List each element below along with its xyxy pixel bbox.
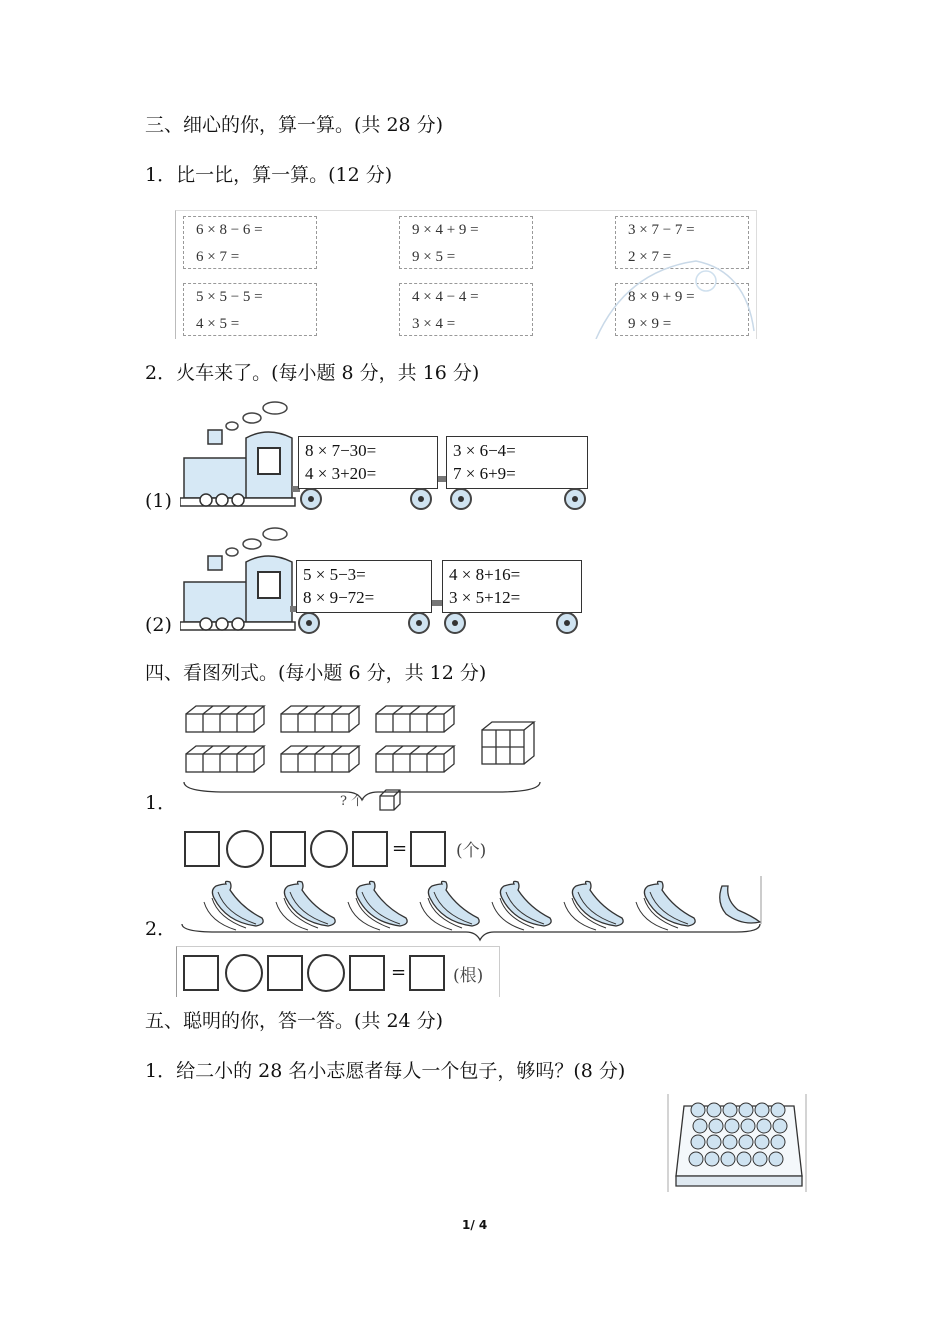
section3-q2-title: 2．火车来了。(每小题 8 分，共 16 分) (145, 362, 480, 384)
section3-q1-title: 1．比一比，算一算。(12 分) (145, 164, 393, 186)
wheel-icon (410, 488, 432, 510)
expr-a: 5 × 5 − 5 = (196, 289, 263, 305)
section5-title: 五、聪明的你，答一答。(共 24 分) (145, 1010, 444, 1032)
train2-label: (2) (145, 614, 172, 636)
unit-label: (根) (453, 966, 484, 986)
train1 (180, 400, 590, 515)
answer-box[interactable] (270, 831, 306, 867)
wheel-icon (408, 612, 430, 634)
expr-b: 3 × 4 = (412, 316, 456, 332)
car-expr: 3 × 5+12= (449, 588, 521, 607)
watermark-decoration (586, 251, 756, 339)
car-expr: 4 × 8+16= (449, 565, 521, 584)
car-expr: 3 × 6−4= (453, 441, 516, 460)
train-car (446, 436, 588, 489)
train-car (442, 560, 582, 613)
car-expr: 8 × 7−30= (305, 441, 377, 460)
section5-q1-title: 1．给二小的 28 名小志愿者每人一个包子，够吗？(8 分) (145, 1060, 626, 1082)
result-box[interactable] (409, 955, 445, 991)
wheel-icon (444, 612, 466, 634)
section4-q1-num: 1． (145, 792, 177, 814)
answer-box[interactable] (183, 955, 219, 991)
answer-box[interactable] (352, 831, 388, 867)
car-expr: 7 × 6+9= (453, 464, 516, 483)
cube-icon (378, 788, 402, 812)
wheel-icon (450, 488, 472, 510)
expr-a: 9 × 4 + 9 = (412, 222, 479, 238)
train-car (296, 560, 432, 613)
wheel-icon (298, 612, 320, 634)
wheel-icon (556, 612, 578, 634)
expr-a: 4 × 4 − 4 = (412, 289, 479, 305)
wheel-icon (564, 488, 586, 510)
result-box[interactable] (410, 831, 446, 867)
train-car (298, 436, 438, 489)
equals-sign: = (392, 838, 408, 859)
bun-tray-figure (666, 1092, 808, 1194)
operator-circle[interactable] (226, 830, 264, 868)
locomotive-icon (180, 526, 300, 636)
section4-q2-num: 2． (145, 918, 177, 940)
section4-title: 四、看图列式。(每小题 6 分，共 12 分) (145, 662, 487, 684)
operator-circle[interactable] (310, 830, 348, 868)
expr-a: 8 × 9 + 9 = (628, 289, 695, 305)
brace-label: ? 个 (340, 794, 365, 809)
car-expr: 5 × 5−3= (303, 565, 366, 584)
car-expr: 4 × 3+20= (305, 464, 377, 483)
expr-a: 3 × 7 − 7 = (628, 222, 695, 238)
compare-box (183, 216, 317, 269)
compare-box (183, 283, 317, 336)
section3-title: 三、细心的你，算一算。(共 28 分) (145, 114, 444, 136)
locomotive-icon (180, 400, 300, 512)
banana-bunches-figure (176, 872, 766, 944)
expr-b: 9 × 9 = (628, 316, 672, 332)
unit-label: (个) (456, 841, 487, 861)
car-expr: 8 × 9−72= (303, 588, 375, 607)
operator-circle[interactable] (307, 954, 345, 992)
cube-blocks-figure (176, 700, 556, 812)
answer-box[interactable] (184, 831, 220, 867)
compare-grid (175, 210, 757, 339)
operator-circle[interactable] (225, 954, 263, 992)
expr-b: 6 × 7 = (196, 249, 240, 265)
compare-box (399, 216, 533, 269)
expr-b: 9 × 5 = (412, 249, 456, 265)
expr-b: 4 × 5 = (196, 316, 240, 332)
wheel-icon (300, 488, 322, 510)
compare-box (399, 283, 533, 336)
answer-box[interactable] (267, 955, 303, 991)
train1-label: (1) (145, 490, 172, 512)
answer-row-1 (184, 828, 514, 870)
answer-box[interactable] (349, 955, 385, 991)
page-number: 1/ 4 (462, 1218, 488, 1232)
expr-b: 2 × 7 = (628, 249, 672, 265)
equals-sign: = (391, 962, 407, 983)
train2 (180, 526, 590, 638)
answer-row-2 (176, 946, 500, 997)
expr-a: 6 × 8 − 6 = (196, 222, 263, 238)
